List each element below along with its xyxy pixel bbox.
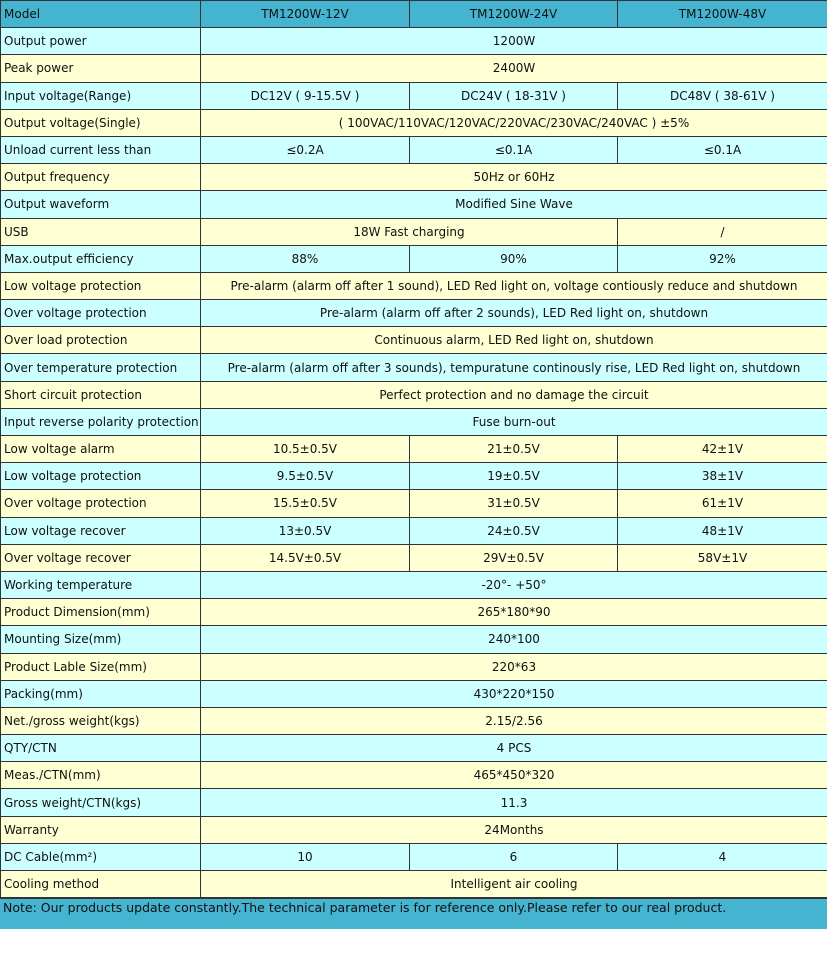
row-value: / (618, 218, 827, 245)
table-row (1, 789, 827, 816)
table-row (1, 490, 827, 517)
row-value: ≤0.1A (410, 136, 618, 163)
row-value: 13±0.5V (201, 517, 410, 544)
row-value: DC48V ( 38-61V ) (618, 82, 827, 109)
row-label: Peak power (1, 55, 201, 82)
table-row (1, 218, 827, 245)
table-row (1, 327, 827, 354)
row-value: 48±1V (618, 517, 827, 544)
row-value: 21±0.5V (410, 436, 618, 463)
row-value: 240*100 (201, 626, 827, 653)
row-value: 90% (410, 245, 618, 272)
table-row (1, 191, 827, 218)
row-value: 15.5±0.5V (201, 490, 410, 517)
model-header: TM1200W-24V (410, 1, 618, 28)
row-value: 9.5±0.5V (201, 463, 410, 490)
table-row (1, 109, 827, 136)
note: Note: Our products update constantly.The technical parameter is for reference only.Please refer to our real product. (0, 898, 827, 929)
row-value: DC24V ( 18-31V ) (410, 82, 618, 109)
row-value: Pre-alarm (alarm off after 3 sounds), tempuratune continously rise, LED Red light on, shutdown (201, 354, 827, 381)
row-value: 38±1V (618, 463, 827, 490)
row-value: 92% (618, 245, 827, 272)
row-value: Fuse burn-out (201, 408, 827, 435)
row-label: Gross weight/CTN(kgs) (1, 789, 201, 816)
row-label: Product Lable Size(mm) (1, 653, 201, 680)
row-value: 4 (618, 843, 827, 870)
table-row (1, 544, 827, 571)
row-value: ≤0.1A (618, 136, 827, 163)
row-value: 265*180*90 (201, 599, 827, 626)
row-label: Low voltage recover (1, 517, 201, 544)
row-value: -20°- +50° (201, 571, 827, 598)
row-label: Net./gross weight(kgs) (1, 707, 201, 734)
table-row (1, 816, 827, 843)
table-row (1, 272, 827, 299)
row-value: 430*220*150 (201, 680, 827, 707)
row-value: Modified Sine Wave (201, 191, 827, 218)
row-label: Packing(mm) (1, 680, 201, 707)
row-value: 58V±1V (618, 544, 827, 571)
row-value: Pre-alarm (alarm off after 2 sounds), LED Red light on, shutdown (201, 300, 827, 327)
row-label: Warranty (1, 816, 201, 843)
table-row (1, 599, 827, 626)
row-value: 14.5V±0.5V (201, 544, 410, 571)
table-row (1, 571, 827, 598)
table-row (1, 300, 827, 327)
row-label: Over temperature protection (1, 354, 201, 381)
row-label: Meas./CTN(mm) (1, 762, 201, 789)
row-label: Working temperature (1, 571, 201, 598)
table-row (1, 871, 827, 898)
row-label: Max.output efficiency (1, 245, 201, 272)
row-value: 19±0.5V (410, 463, 618, 490)
row-label: Low voltage protection (1, 463, 201, 490)
table-row (1, 28, 827, 55)
row-value: 4 PCS (201, 735, 827, 762)
table-row (1, 735, 827, 762)
table-row (1, 245, 827, 272)
row-value: ( 100VAC/110VAC/120VAC/220VAC/230VAC/240VAC ) ±5% (201, 109, 827, 136)
row-label: Cooling method (1, 871, 201, 898)
row-value: DC12V ( 9-15.5V ) (201, 82, 410, 109)
table-row (1, 408, 827, 435)
table-row (1, 517, 827, 544)
row-value: 6 (410, 843, 618, 870)
table-row (1, 55, 827, 82)
row-value: 18W Fast charging (201, 218, 618, 245)
row-label: Over voltage protection (1, 490, 201, 517)
row-value: 88% (201, 245, 410, 272)
row-value: 29V±0.5V (410, 544, 618, 571)
row-value: Perfect protection and no damage the circuit (201, 381, 827, 408)
model-header: TM1200W-48V (618, 1, 827, 28)
row-label: Short circuit protection (1, 381, 201, 408)
row-label: Input reverse polarity protection (1, 408, 201, 435)
table-row (1, 136, 827, 163)
row-value: 2.15/2.56 (201, 707, 827, 734)
table-row (1, 381, 827, 408)
row-label: Output power (1, 28, 201, 55)
row-label: Unload current less than (1, 136, 201, 163)
row-label: Over voltage protection (1, 300, 201, 327)
header-label: Model (1, 1, 201, 28)
row-value: 61±1V (618, 490, 827, 517)
row-value: 220*63 (201, 653, 827, 680)
row-value: 10 (201, 843, 410, 870)
table-row (1, 762, 827, 789)
table-row (1, 436, 827, 463)
row-value: 24Months (201, 816, 827, 843)
row-label: QTY/CTN (1, 735, 201, 762)
table-row (1, 707, 827, 734)
row-value: ≤0.2A (201, 136, 410, 163)
row-value: Continuous alarm, LED Red light on, shutdown (201, 327, 827, 354)
row-label: Over voltage recover (1, 544, 201, 571)
row-value: 42±1V (618, 436, 827, 463)
table-row (1, 463, 827, 490)
table-row (1, 653, 827, 680)
row-value: 50Hz or 60Hz (201, 164, 827, 191)
table-row (1, 354, 827, 381)
row-value: 2400W (201, 55, 827, 82)
row-label: Output voltage(Single) (1, 109, 201, 136)
row-value: 24±0.5V (410, 517, 618, 544)
row-value: 10.5±0.5V (201, 436, 410, 463)
row-value: 31±0.5V (410, 490, 618, 517)
row-label: DC Cable(mm²) (1, 843, 201, 870)
row-value: 465*450*320 (201, 762, 827, 789)
row-label: Low voltage protection (1, 272, 201, 299)
table-row (1, 164, 827, 191)
row-value: Pre-alarm (alarm off after 1 sound), LED Red light on, voltage contiously reduce and shutdown (201, 272, 827, 299)
table-row (1, 680, 827, 707)
row-value: 1200W (201, 28, 827, 55)
row-label: Over load protection (1, 327, 201, 354)
row-label: Output waveform (1, 191, 201, 218)
model-header: TM1200W-12V (201, 1, 410, 28)
row-label: Low voltage alarm (1, 436, 201, 463)
table-row (1, 843, 827, 870)
table-row (1, 82, 827, 109)
row-label: Input voltage(Range) (1, 82, 201, 109)
row-label: Mounting Size(mm) (1, 626, 201, 653)
row-label: Product Dimension(mm) (1, 599, 201, 626)
row-label: Output frequency (1, 164, 201, 191)
row-label: USB (1, 218, 201, 245)
header-row (1, 1, 827, 28)
row-value: 11.3 (201, 789, 827, 816)
row-value: Intelligent air cooling (201, 871, 827, 898)
table-row (1, 626, 827, 653)
